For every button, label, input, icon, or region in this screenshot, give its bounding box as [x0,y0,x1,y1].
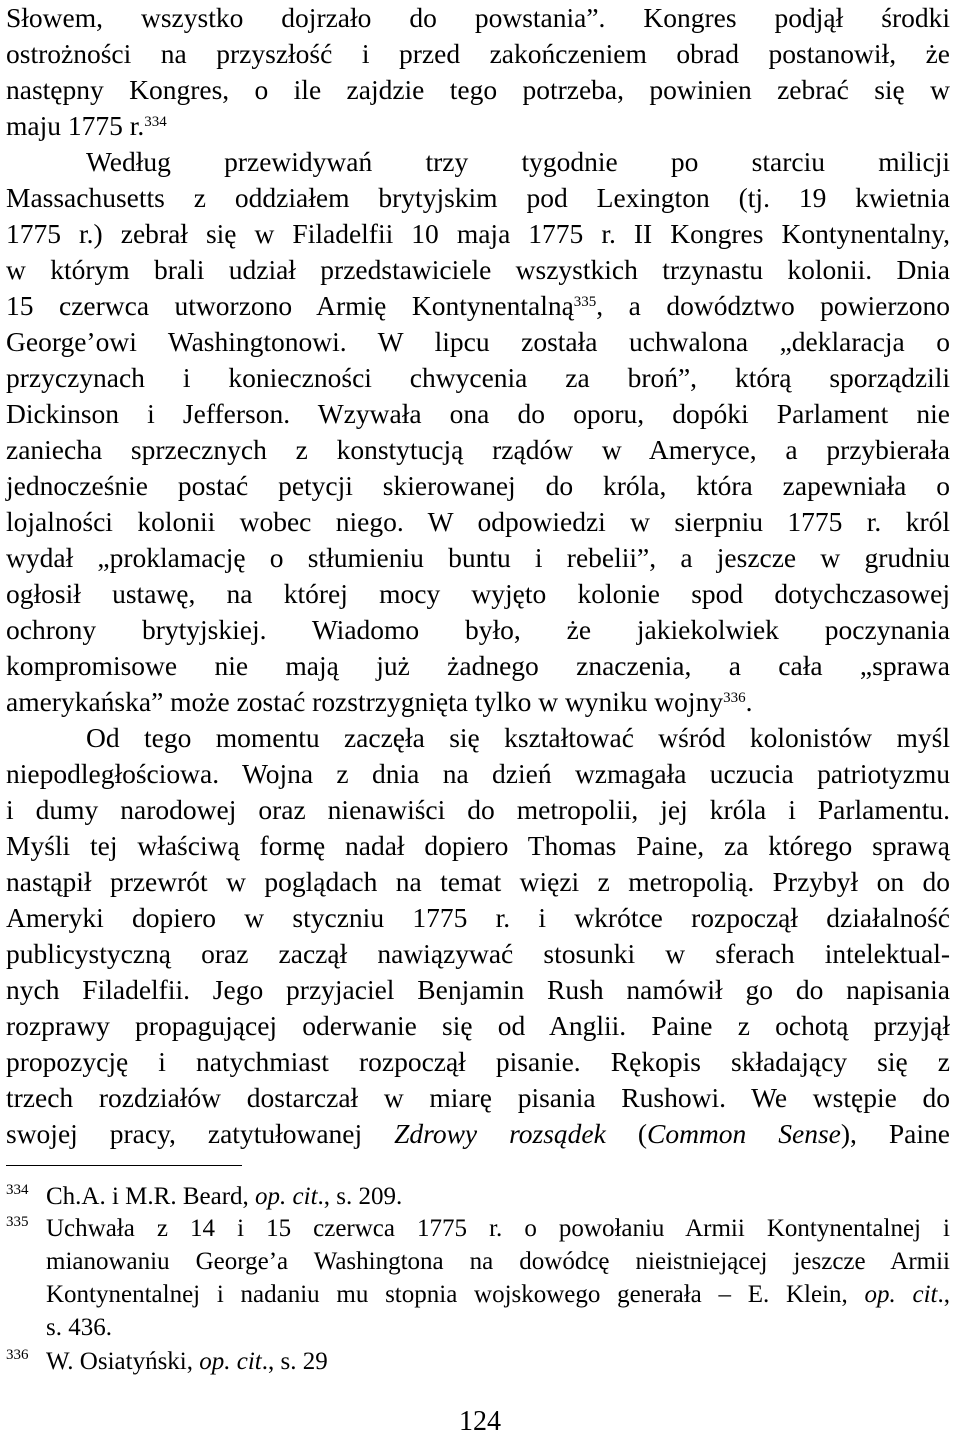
footnote-ref-336: 336 [723,690,746,706]
body-line: kompromisowe nie mają już żadnego znaczenia, a cała „sprawa [6,650,950,681]
body-line: wydał „proklamację o stłumieniu buntu i rebelii”, a jeszcze w grudniu [6,542,950,573]
body-line [6,288,950,324]
footnote-text: Kontynentalnej i nadaniu mu stopnia wojskowego generała – E. Klein, [46,1281,865,1308]
body-line: nych Filadelfii. Jego przyjaciel Benjamin Rush namówił go do napisania [6,974,950,1005]
footnote-number-335: 335 [6,1214,29,1230]
body-line: zaniecha sprzecznych z konstytucją rządów w Ameryce, a przybierała [6,434,950,465]
footnote-335-line: mianowaniu George’a Washingtona na dowódcę nieistniejącej jeszcze Armii [46,1248,950,1275]
body-line: niepodległościowa. Wojna z dnia na dzień wzmagała uczucia patriotyzmu [6,758,950,789]
body-line: propozycję i natychmiast rozpoczął pisanie. Rękopis składający się z [6,1046,950,1077]
body-line: w którym brali udział przedstawiciele wszystkich trzynastu kolonii. Dnia [6,254,950,285]
footnote-ref-334: 334 [144,114,167,130]
footnote-334 [46,1181,950,1212]
body-line: i dumy narodowej oraz nienawiści do metropolii, jej króla i Parlamentu. [6,794,950,825]
book-title-english: Common Sense [646,1118,841,1149]
body-line-indented: Od tego momentu zaczęła się kształtować wśród kolonistów myśl [86,722,950,753]
body-line: publicystyczną oraz zaczął nawiązywać stosunki w sferach intelektual- [6,938,950,969]
footnote-italic: op. cit [199,1348,262,1375]
body-line: ochrony brytyjskiej. Wiadomo było, że jakiekolwiek poczynania [6,614,950,645]
body-text: . [745,686,753,717]
footnote-italic: op. cit [255,1183,318,1210]
body-line: trzech rozdziałów dostarczał w miarę pisania Rushowi. We wstępie do [6,1082,950,1113]
body-text: amerykańska” może zostać rozstrzygnięta tylko w wyniku wojny [6,686,724,717]
body-line: George’owi Washingtonowi. W lipcu została uchwalona „deklaracja o [6,326,950,357]
body-line: następny Kongres, o ile zajdzie tego potrzeba, powinien zebrać się w [6,74,950,105]
body-text: 15 czerwca utworzono Armię Kontynentalną [6,290,574,321]
body-line [6,1116,950,1152]
body-line: ostrożności na przyszłość i przed zakończeniem obrad postanowił, że [6,38,950,69]
body-line: Słowem, wszystko dojrzało do powstania”. Kongres podjął środki [6,2,950,33]
body-line: Myśli tej właściwą formę nadał dopiero Thomas Paine, za którego sprawą [6,830,950,861]
body-line-indented: Według przewidywań trzy tygodnie po starciu milicji [86,146,950,177]
footnote-italic: op. cit [864,1281,938,1308]
body-text: ( [605,1118,647,1149]
body-line [6,108,950,144]
body-line: Dickinson i Jefferson. Wzywała ona do oporu, dopóki Parlament nie [6,398,950,429]
body-line [6,684,950,720]
footnote-336 [46,1346,950,1377]
body-line: rozprawy propagującej oderwanie się od Anglii. Paine z ochotą przyjął [6,1010,950,1041]
book-title: Zdrowy rozsądek [394,1118,606,1149]
page-number: 124 [459,1406,501,1437]
body-line: Ameryki dopiero w styczniu 1775 r. i wkrótce rozpoczął działalność [6,902,950,933]
body-text: ), Paine [840,1118,950,1149]
footnote-text: ., s. 29 [261,1348,328,1375]
body-line: lojalności kolonii wobec niego. W odpowiedzi w sierpniu 1775 r. król [6,506,950,537]
body-line: nastąpił przewrót w poglądach na temat więzi z metropolią. Przybył on do [6,866,950,897]
footnote-number-336: 336 [6,1347,29,1363]
footnote-text: Ch.A. i M.R. Beard, [46,1183,256,1210]
footnote-ref-335: 335 [573,294,597,310]
body-text: swojej pracy, zatytułowanej [6,1118,395,1149]
body-line: ogłosił ustawę, na której mocy wyjęto kolonie spod dotychczasowej [6,578,950,609]
footnote-text: W. Osiatyński, [46,1348,200,1375]
footnote-335-line [46,1279,950,1310]
footnote-number-334: 334 [6,1182,29,1198]
footnote-text: ., [937,1281,950,1308]
body-text: , a dowództwo powierzono [596,290,951,321]
body-line: 1775 r.) zebrał się w Filadelfii 10 maja 1775 r. II Kongres Kontynentalny, [6,218,950,249]
footnote-text: ., s. 209. [317,1183,403,1210]
body-line: przyczynach i konieczności chwycenia za broń”, którą sporządzili [6,362,950,393]
footnote-335-line: Uchwała z 14 i 15 czerwca 1775 r. o powołaniu Armii Kontynentalnej i [46,1215,950,1242]
body-text: maju 1775 r. [6,110,145,141]
footnote-335-line: s. 436. [46,1314,112,1341]
body-line: Massachusetts z oddziałem brytyjskim pod Lexington (tj. 19 kwietnia [6,182,950,213]
footnote-separator [6,1165,242,1166]
body-line: jednocześnie postać petycji skierowanej do króla, która zapewniała o [6,470,950,501]
